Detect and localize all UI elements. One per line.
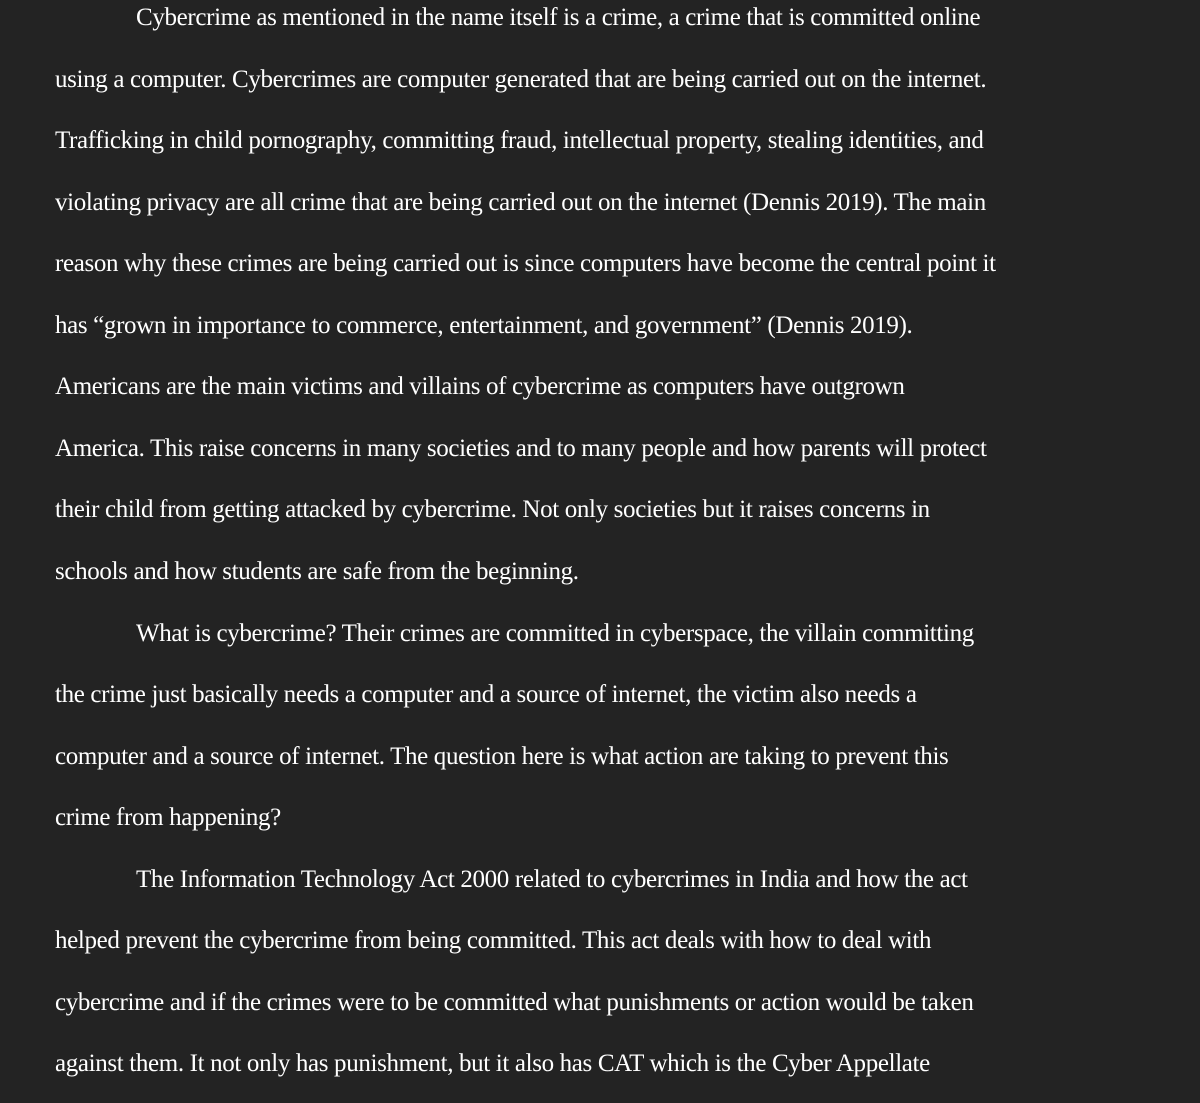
text-line: America. This raise concerns in many societies and to many people and how parents will protect <box>55 435 987 462</box>
text-line: using a computer. Cybercrimes are computer generated that are being carried out on the internet. <box>55 66 987 93</box>
text-line: Trafficking in child pornography, committing fraud, intellectual property, stealing identities, and <box>55 127 984 154</box>
text-line: their child from getting attacked by cybercrime. Not only societies but it raises concerns in <box>55 496 930 523</box>
text-line: crime from happening? <box>55 804 281 831</box>
text-line: What is cybercrime? Their crimes are committed in cyberspace, the villain committing <box>136 620 974 647</box>
text-line: schools and how students are safe from the beginning. <box>55 558 579 585</box>
text-line: cybercrime and if the crimes were to be committed what punishments or action would be taken <box>55 989 974 1016</box>
text-line: the crime just basically needs a computer and a source of internet, the victim also needs a <box>55 681 917 708</box>
text-line: The Information Technology Act 2000 related to cybercrimes in India and how the act <box>136 866 968 893</box>
text-line: reason why these crimes are being carried out is since computers have become the central point it <box>55 250 996 277</box>
text-line: helped prevent the cybercrime from being committed. This act deals with how to deal with <box>55 927 932 954</box>
text-line: Americans are the main victims and villains of cybercrime as computers have outgrown <box>55 373 905 400</box>
text-line: Cybercrime as mentioned in the name itself is a crime, a crime that is committed online <box>136 4 981 31</box>
text-line: has “grown in importance to commerce, entertainment, and government” (Dennis 2019). <box>55 312 913 339</box>
text-line: computer and a source of internet. The question here is what action are taking to prevent this <box>55 743 949 770</box>
text-line: against them. It not only has punishment, but it also has CAT which is the Cyber Appellate <box>55 1050 930 1077</box>
text-line: violating privacy are all crime that are being carried out on the internet (Dennis 2019). The main <box>55 189 986 216</box>
